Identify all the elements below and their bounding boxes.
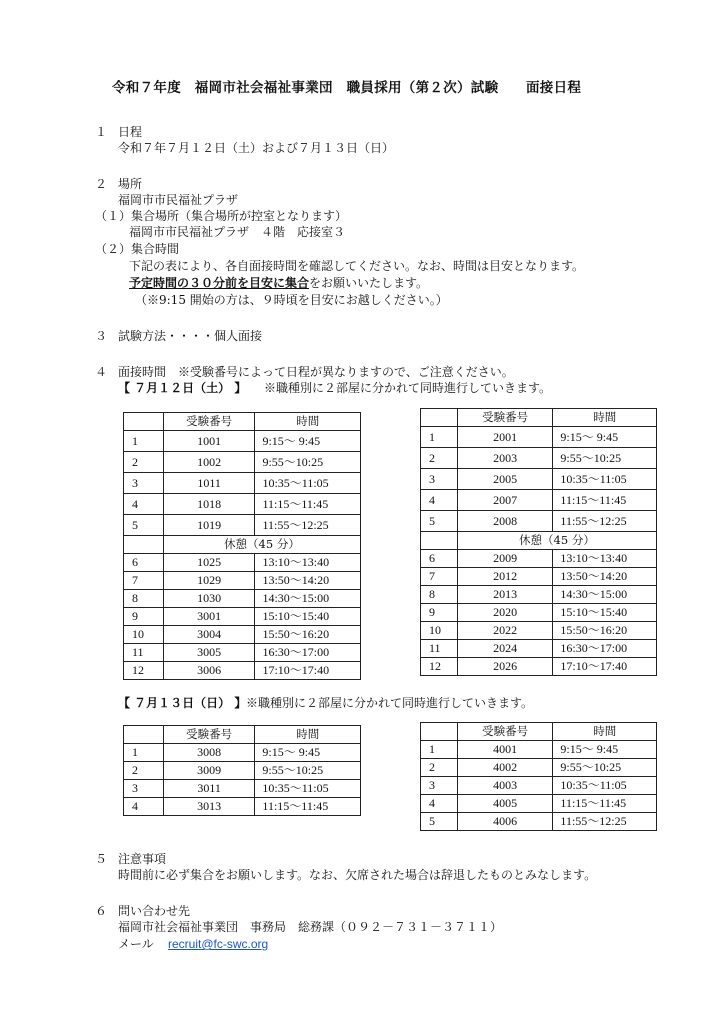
interview-time: 9:15～ 9:45: [255, 744, 361, 762]
row-number: 4: [124, 494, 164, 515]
row-number: 7: [421, 568, 458, 586]
interview-time: 11:15～11:45: [255, 798, 361, 816]
table-row: [124, 798, 361, 816]
interview-time: 13:10～13:40: [255, 554, 361, 572]
row-number: 5: [124, 515, 164, 536]
examinee-number: 2005: [457, 469, 553, 490]
table-row: [124, 780, 361, 798]
table-row: [124, 452, 361, 473]
interview-time: 10:35～11:05: [255, 473, 361, 494]
section-3-number: ３: [95, 329, 108, 343]
row-number: 4: [421, 795, 458, 813]
table-row: [124, 608, 361, 626]
header-time: 時間: [255, 726, 361, 744]
section-6-heading: 問い合わせ先: [118, 904, 191, 918]
table-row: [421, 427, 657, 448]
section-1-heading: 日程: [118, 125, 143, 139]
section-2-number: ２: [95, 177, 108, 191]
interview-time-note: 面接時間 ※受験番号によって日程が異なりますので、ご注意ください。: [118, 365, 514, 379]
table-row: [124, 762, 361, 780]
table-row: [124, 431, 361, 452]
section-5-heading: 注意事項: [118, 852, 167, 866]
row-number: 1: [124, 744, 164, 762]
mail-label: メール: [118, 937, 154, 951]
day1-room-a-table: [123, 412, 361, 680]
interview-time: 11:55～12:25: [553, 813, 657, 831]
row-number: 11: [124, 644, 164, 662]
table-row: [124, 626, 361, 644]
examinee-number: 3004: [163, 626, 255, 644]
interview-time: 13:50～14:20: [255, 572, 361, 590]
examinee-number: 2009: [457, 550, 553, 568]
row-number: 7: [124, 572, 164, 590]
day2-room-b-table: [420, 722, 657, 831]
header-examinee: 受験番号: [457, 409, 553, 427]
examinee-number: 4003: [457, 777, 553, 795]
row-number: 9: [124, 608, 164, 626]
row-number: 3: [124, 473, 164, 494]
row-number: 1: [421, 427, 458, 448]
venue-name: 福岡市市民福祉プラザ: [118, 193, 239, 207]
table-row: [124, 744, 361, 762]
row-number: 11: [421, 640, 458, 658]
examinee-number: 2008: [457, 511, 553, 532]
examinee-number: 1001: [163, 431, 255, 452]
examinee-number: 1019: [163, 515, 255, 536]
row-number: 12: [124, 662, 164, 680]
row-number: 2: [124, 452, 164, 473]
examinee-number: 1002: [163, 452, 255, 473]
examinee-number: 2026: [457, 658, 553, 676]
break-row: 休憩（45 分）: [457, 532, 656, 550]
meeting-place-label: （１）集合場所（集合場所が控室となります）: [95, 209, 348, 223]
table-row: [124, 473, 361, 494]
day1-label: 【 ７月１２日（土） 】: [118, 381, 247, 395]
interview-time: 17:10～17:40: [553, 658, 657, 676]
table-row: [421, 448, 657, 469]
day1-room-b-table: [420, 408, 657, 676]
examinee-number: 4005: [457, 795, 553, 813]
row-number: 3: [421, 469, 458, 490]
table-row: [421, 813, 657, 831]
row-number: 6: [124, 554, 164, 572]
examinee-number: 2024: [457, 640, 553, 658]
row-number: 4: [124, 798, 164, 816]
header-time: 時間: [553, 409, 657, 427]
table-row: [421, 658, 657, 676]
table-row: [421, 777, 657, 795]
interview-time: 9:15～ 9:45: [255, 431, 361, 452]
interview-time: 11:55～12:25: [255, 515, 361, 536]
table-row: [421, 490, 657, 511]
row-number: 3: [124, 780, 164, 798]
table-row: [421, 640, 657, 658]
meeting-time-bold: 予定時間の３０分前を目安に集合: [129, 276, 310, 290]
day2-room-a-table: [123, 725, 361, 816]
examinee-number: 3005: [163, 644, 255, 662]
row-number: 4: [421, 490, 458, 511]
examinee-number: 4002: [457, 759, 553, 777]
break-row: 休憩（45 分）: [163, 536, 360, 554]
interview-time: 16:30～17:00: [255, 644, 361, 662]
examinee-number: 2013: [457, 586, 553, 604]
row-number: 6: [421, 550, 458, 568]
examinee-number: 4001: [457, 741, 553, 759]
section-5-number: ５: [95, 852, 108, 866]
interview-time: 16:30～17:00: [553, 640, 657, 658]
table-row: [421, 586, 657, 604]
examinee-number: 2022: [457, 622, 553, 640]
header-examinee: 受験番号: [163, 413, 255, 431]
examinee-number: 3009: [163, 762, 255, 780]
interview-time: 9:15～ 9:45: [553, 427, 657, 448]
exam-method: 試験方法・・・・個人面接: [118, 329, 263, 343]
interview-time: 9:55～10:25: [255, 452, 361, 473]
examinee-number: 3011: [163, 780, 255, 798]
examinee-number: 2001: [457, 427, 553, 448]
interview-time: 11:55～12:25: [553, 511, 657, 532]
row-number: 10: [124, 626, 164, 644]
examinee-number: 2012: [457, 568, 553, 586]
row-number: 9: [421, 604, 458, 622]
row-number: 1: [421, 741, 458, 759]
interview-time: 15:50～16:20: [553, 622, 657, 640]
interview-time: 9:55～10:25: [553, 759, 657, 777]
interview-time: 17:10～17:40: [255, 662, 361, 680]
examinee-number: 2003: [457, 448, 553, 469]
notice-text: 時間前に必ず集合をお願いします。なお、欠席された場合は辞退したものとみなします。: [118, 868, 597, 882]
interview-time: 15:10～15:40: [553, 604, 657, 622]
row-number: 2: [421, 448, 458, 469]
day2-note: ※職種別に２部屋に分かれて同時進行していきます。: [246, 696, 534, 710]
header-examinee: 受験番号: [457, 723, 553, 741]
table-row: [124, 662, 361, 680]
interview-time: 15:10～15:40: [255, 608, 361, 626]
table-row: [124, 572, 361, 590]
header-time: 時間: [255, 413, 361, 431]
row-number: 2: [421, 759, 458, 777]
interview-time: 9:55～10:25: [255, 762, 361, 780]
table-row: [421, 604, 657, 622]
contact-office: 福岡市社会福祉事業団 事務局 総務課（０９２－７３１－３７１１）: [118, 920, 503, 934]
interview-time: 13:50～14:20: [553, 568, 657, 586]
section-1-number: １: [95, 125, 108, 139]
interview-time: 14:30～15:00: [553, 586, 657, 604]
examinee-number: 2020: [457, 604, 553, 622]
day2-label: 【 ７月１３日（日） 】: [118, 696, 247, 710]
examinee-number: 1025: [163, 554, 255, 572]
examinee-number: 3006: [163, 662, 255, 680]
interview-time: 9:15～ 9:45: [553, 741, 657, 759]
interview-time: 11:15～11:45: [255, 494, 361, 515]
table-row: [124, 554, 361, 572]
interview-time: 9:55～10:25: [553, 448, 657, 469]
interview-time: 13:10～13:40: [553, 550, 657, 568]
table-row: [124, 515, 361, 536]
row-number: 1: [124, 431, 164, 452]
interview-time: 10:35～11:05: [553, 469, 657, 490]
day1-note: ※職種別に２部屋に分かれて同時進行していきます。: [264, 381, 552, 395]
interview-time: 14:30～15:00: [255, 590, 361, 608]
table-row: [124, 644, 361, 662]
section-4-number: ４: [95, 365, 108, 379]
row-number: 8: [421, 586, 458, 604]
meeting-time-emphasis: [129, 276, 428, 291]
meeting-time-note: 下記の表により、各自面接時間を確認してください。なお、時間は目安となります。: [129, 259, 585, 273]
row-number: 8: [124, 590, 164, 608]
row-number: 3: [421, 777, 458, 795]
contact-email-link[interactable]: recruit@fc-swc.org: [168, 937, 269, 951]
examinee-number: 1011: [163, 473, 255, 494]
row-number: 5: [421, 511, 458, 532]
header-time: 時間: [553, 723, 657, 741]
interview-time: 11:15～11:45: [553, 490, 657, 511]
table-row: [421, 511, 657, 532]
interview-time: 10:35～11:05: [255, 780, 361, 798]
table-row: [124, 494, 361, 515]
table-row: [421, 759, 657, 777]
examinee-number: 2007: [457, 490, 553, 511]
meeting-time-label: （２）集合時間: [95, 242, 180, 256]
meeting-time-rest: をお願いいたします。: [309, 276, 429, 290]
table-row: [421, 741, 657, 759]
section-2-heading: 場所: [118, 177, 143, 191]
page-title: 令和７年度 福岡市社会福祉事業団 職員採用（第２次）試験 面接日程: [112, 80, 582, 96]
examinee-number: 1018: [163, 494, 255, 515]
table-row: [421, 568, 657, 586]
examinee-number: 1030: [163, 590, 255, 608]
table-row: [124, 590, 361, 608]
examinee-number: 3013: [163, 798, 255, 816]
meeting-place: 福岡市市民福祉プラザ ４階 応接室３: [129, 225, 346, 239]
examinee-number: 3001: [163, 608, 255, 626]
examinee-number: 1029: [163, 572, 255, 590]
examinee-number: 3008: [163, 744, 255, 762]
section-6-number: ６: [95, 904, 108, 918]
interview-time: 11:15～11:45: [553, 795, 657, 813]
table-row: [421, 622, 657, 640]
interview-time: 15:50～16:20: [255, 626, 361, 644]
interview-time: 10:35～11:05: [553, 777, 657, 795]
table-row: [421, 795, 657, 813]
schedule-dates: 令和７年７月１２日（土）および７月１３日（日）: [118, 141, 395, 155]
table-row: [421, 550, 657, 568]
header-examinee: 受験番号: [163, 726, 255, 744]
early-start-note: （※9:15 開始の方は、９時頃を目安にお越しください。）: [135, 293, 448, 307]
row-number: 2: [124, 762, 164, 780]
table-row: [421, 469, 657, 490]
row-number: 12: [421, 658, 458, 676]
examinee-number: 4006: [457, 813, 553, 831]
row-number: 10: [421, 622, 458, 640]
row-number: 5: [421, 813, 458, 831]
